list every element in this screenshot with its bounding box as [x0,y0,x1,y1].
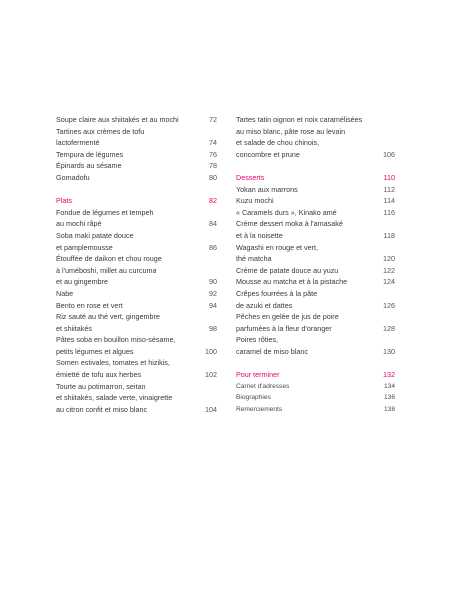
page-number: 138 [383,405,395,413]
page-number: 116 [383,207,395,217]
entry-title: Somen estivales, tomates et hizikis, [56,358,170,368]
entry-title: et pamplemousse [56,242,113,252]
entry-title: Étouffée de daikon et chou rouge [56,254,162,264]
toc-entry [236,334,395,346]
toc-right-column [236,114,395,415]
page-number: 86 [209,242,217,252]
entry-title: Nabe [56,288,74,298]
toc-entry [56,160,217,172]
entry-title: Crème de patate douce au yuzu [236,265,339,275]
toc-entry [56,137,217,149]
entry-title: Riz sauté au thé vert, gingembre [56,312,160,322]
entry-title: caramel de miso blanc [236,346,308,356]
toc-entry [236,288,395,300]
page-number: 112 [383,184,395,194]
toc-entry [56,265,217,277]
toc-entry [236,300,395,312]
section-title: Desserts [236,172,265,182]
toc-entry [56,218,217,230]
page-number: 74 [209,138,217,148]
entry-title: Soupe claire aux shiitakés et au mochi [56,115,179,124]
page-number: 120 [383,254,395,264]
page-number: 82 [209,196,217,206]
entry-title: et shiitakés [56,323,92,333]
toc-entry [236,381,395,393]
section-spacer [236,160,395,172]
entry-title: parfumées à la fleur d'oranger [236,323,332,333]
toc-entry [56,311,217,323]
toc-entry [236,323,395,335]
entry-title: concombre et prune [236,149,300,159]
entry-title: Poires rôties, [236,335,278,345]
page-number: 78 [209,161,217,171]
page-number: 94 [209,300,217,310]
entry-title: et shiitakés, salade verte, vinaigrette [56,393,173,403]
entry-title: Épinards au sésame [56,161,122,171]
toc-entry [236,230,395,242]
toc-entry [236,137,395,149]
toc-entry [56,288,217,300]
entry-title: Tartes tatin oignon et noix caramélisées [236,115,363,124]
entry-title: Kuzu mochi [236,196,274,206]
toc-entry [56,253,217,265]
toc-entry [56,334,217,346]
entry-title: Tempura de légumes [56,149,124,159]
entry-title: Pêches en gelée de jus de poire [236,312,339,322]
toc-entry [56,404,217,416]
toc-entry [236,114,395,126]
toc-section-heading [236,369,395,381]
page-number: 76 [209,149,217,159]
toc-entry [56,126,217,138]
page-number: 102 [205,370,217,380]
toc-entry [56,207,217,219]
entry-title: Mousse au matcha et à la pistache [236,277,348,287]
entry-title: Wagashi en rouge et vert, [236,242,319,252]
toc-entry [236,218,395,230]
page-number: 72 [209,115,217,124]
toc-left-column [56,114,217,415]
entry-title: émietté de tofu aux herbes [56,370,142,380]
toc-entry [56,172,217,184]
toc-entry [236,276,395,288]
entry-title: Bento en rose et vert [56,300,123,310]
entry-title: thé matcha [236,254,272,264]
toc-entry [56,369,217,381]
entry-title: lactofermenté [56,138,100,148]
page-number: 132 [383,370,395,380]
page-number: 124 [383,277,395,287]
entry-title: et salade de chou chinois, [236,138,320,148]
page-number: 128 [383,323,395,333]
entry-title: Gomadofu [56,172,90,182]
entry-title: Crème dessert moka à l'amasaké [236,219,343,229]
entry-title: Crêpes fourrées à la pâte [236,288,318,298]
toc-entry [236,207,395,219]
page-number: 98 [209,323,217,333]
page-number: 134 [383,382,395,390]
toc-entry [236,346,395,358]
toc-entry [236,265,395,277]
toc-entry [56,230,217,242]
toc-entry [56,392,217,404]
section-spacer [56,184,217,196]
toc-entry [236,392,395,404]
entry-title: Tourte au potimarron, seitan [56,381,146,391]
entry-title: Fondue de légumes et tempeh [56,207,154,217]
toc-entry [56,149,217,161]
entry-title: Biographies [236,394,271,402]
toc-entry [236,404,395,416]
page-number: 118 [383,230,395,240]
toc-entry [56,346,217,358]
entry-title: Tartines aux crèmes de tofu [56,126,145,136]
page-number: 110 [383,172,395,182]
entry-title: au citron confit et miso blanc [56,404,148,414]
toc-entry [56,323,217,335]
entry-title: Pâtes soba en bouillon miso-sésame, [56,335,176,345]
entry-title: et au gingembre [56,277,108,287]
page-number: 92 [209,288,217,298]
section-spacer [236,357,395,369]
page-number: 106 [383,149,395,159]
entry-title: Yokan aux marrons [236,184,298,194]
entry-title: et à la noisette [236,230,283,240]
toc-entry [236,184,395,196]
entry-title: petits légumes et algues [56,346,134,356]
entry-title: de azuki et dattes [236,300,293,310]
page-number: 100 [205,346,217,356]
toc-entry [56,242,217,254]
page-number: 84 [209,219,217,229]
toc-section-heading [236,172,395,184]
page-number: 80 [209,172,217,182]
entry-title: Remerciements [236,405,283,413]
toc-entry [236,311,395,323]
entry-title: à l'uméboshi, millet au curcuma [56,265,157,275]
page-number: 104 [205,404,217,414]
toc-section-heading [56,195,217,207]
page-number: 114 [383,196,395,206]
section-title: Plats [56,196,72,206]
page-number: 126 [383,300,395,310]
entry-title: au mochi râpé [56,219,102,229]
toc-entry [236,242,395,254]
toc-entry [56,381,217,393]
toc-entry [236,149,395,161]
toc-entry [56,276,217,288]
toc-entry [236,195,395,207]
page-number: 90 [209,277,217,287]
entry-title: au miso blanc, pâte rose au levain [236,126,346,136]
page-number: 122 [383,265,395,275]
toc-entry [236,126,395,138]
toc-entry [56,300,217,312]
entry-title: Carnet d'adresses [236,382,290,390]
toc-entry [56,114,217,126]
section-title: Pour terminer [236,370,280,380]
page-number: 130 [383,346,395,356]
entry-title: « Caramels durs », Kinako amé [236,207,337,217]
toc-entry [236,253,395,265]
toc-entry [56,357,217,369]
page-number: 136 [383,394,395,402]
entry-title: Soba maki patate douce [56,230,134,240]
